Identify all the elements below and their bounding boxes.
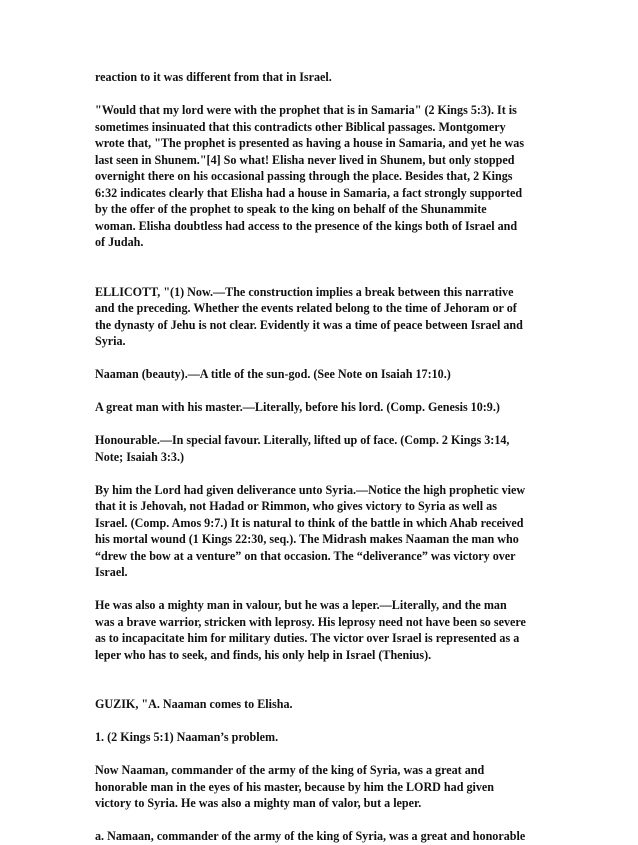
paragraph-11: Now Naaman, commander of the army of the king of Syria, was a great and honorable man in the eyes of his master, because by him the LORD had given victory to Syria. He was also a mighty man of valor, but a leper. xyxy=(95,763,495,810)
paragraph-6: Honourable.—In special favour. Literally, lifted up of face. (Comp. 2 Kings 3:14, Note; Isaiah 3:3.) xyxy=(95,433,510,464)
paragraph-7: By him the Lord had given deliverance unto Syria.—Notice the high prophetic view that it is Jehovah, not Hadad or Rimmon, who gives victory to Syria as well as Israel. (Comp. Amos 9:7.) It is natural to think of the battle in which Ahab received his mortal wound (1 Kings 22:30, seq.). The Midrash makes Naaman the man who “drew the bow at a venture” on that occasion. The “deliverance” was victory over Israel. xyxy=(95,482,526,579)
paragraph-8: He was also a mighty man in valour, but he was a leper.—Literally, and the man was a brave warrior, stricken with leprosy. His leprosy need not have been so severe as to incapacitate him for military duties. The victor over Israel is represented as a leper who has to seek, and finds, his only help in Israel (Thenius). xyxy=(95,598,526,662)
paragraph-12: a. Namaan, commander of the army of the king of Syria, was a great and honorable xyxy=(95,829,526,843)
paragraph-10: 1. (2 Kings 5:1) Naaman’s problem. xyxy=(95,730,279,744)
paragraph-5: A great man with his master.—Literally, before his lord. (Comp. Genesis 10:9.) xyxy=(95,400,500,414)
paragraph-1: reaction to it was different from that in Israel. xyxy=(95,70,332,84)
paragraph-4: Naaman (beauty).—A title of the sun-god. (See Note on Isaiah 17:10.) xyxy=(95,367,451,381)
paragraph-2: "Would that my lord were with the prophet that is in Samaria" (2 Kings 5:3). It is sometimes insinuated that this contradicts other Biblical passages. Montgomery wrote that, "The prophet is presented as having a house in Samaria, and yet he was last seen in Shunem."[4] So what! Elisha never lived in Shunem, but only stopped overnight there on his occasional passing through the place. Besides that, 2 Kings 6:32 indicates clearly that Elisha had a house in Samaria, a fact strongly supported by the offer of the prophet to speak to the king on behalf of the Shunammite woman. Elisha doubtless had access to the presence of the kings both of Israel and of Judah. xyxy=(95,103,525,249)
paragraph-9: GUZIK, "A. Naaman comes to Elisha. xyxy=(95,697,293,711)
paragraph-3: ELLICOTT, "(1) Now.—The construction implies a break between this narrative and the preceding. Whether the events related belong to the time of Jehoram or of the dynasty of Jehu is not clear. Evidently it was a time of peace between Israel and Syria. xyxy=(95,284,523,348)
